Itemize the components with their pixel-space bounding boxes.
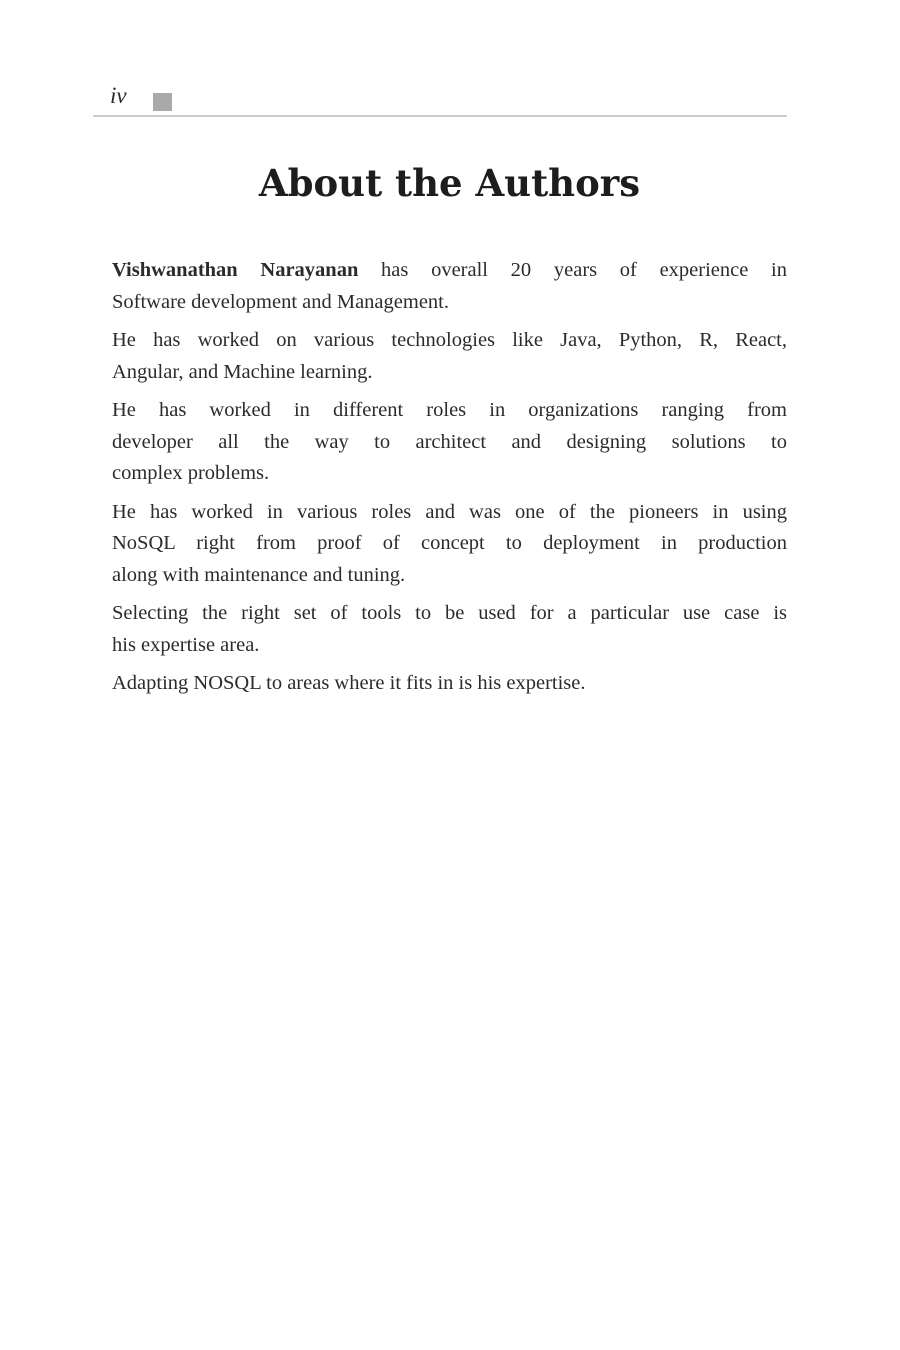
text-segment: Angular, and Machine learning.: [112, 360, 373, 383]
about-authors-text: [112, 255, 787, 707]
text-segment: has overall 20 years of experience in: [358, 259, 787, 281]
text-segment: He has worked on various technologies like Java, Python, R, React,: [112, 329, 787, 351]
paragraph: [112, 325, 787, 388]
text-segment: Software development and Management.: [112, 290, 449, 313]
text-segment: along with maintenance and tuning.: [112, 563, 406, 586]
page-number: iv: [110, 83, 127, 108]
text-segment: NoSQL right from proof of concept to deployment in production: [112, 532, 787, 554]
text-segment: Selecting the right set of tools to be used for a particular use case is: [112, 602, 787, 624]
text-line: [112, 357, 787, 389]
text-segment: Adapting NOSQL to areas where it fits in is his expertise.: [112, 672, 586, 694]
text-line: [112, 427, 787, 459]
text-line: [112, 325, 787, 357]
text-line: [112, 560, 787, 592]
text-line: [112, 458, 787, 490]
text-line: [112, 598, 787, 630]
text-segment: He has worked in different roles in organizations ranging from: [112, 399, 787, 421]
text-segment: He has worked in various roles and was one of the pioneers in using: [112, 500, 787, 523]
paragraph: [112, 598, 787, 661]
paragraph: [112, 395, 787, 490]
text-line: [112, 497, 787, 529]
text-line: [112, 668, 787, 700]
text-segment: his expertise area.: [112, 633, 260, 656]
text-line: [112, 255, 787, 287]
page-title: About the Authors: [258, 160, 641, 205]
paragraph: [112, 255, 787, 318]
text-line: [112, 630, 787, 662]
paragraph: [112, 497, 787, 592]
text-segment: developer all the way to architect and designing solutions to: [112, 430, 787, 453]
text-line: [112, 287, 787, 319]
author-name: Vishwanathan Narayanan: [112, 259, 359, 281]
text-line: [112, 528, 787, 560]
text-line: [112, 395, 787, 427]
text-segment: complex problems.: [112, 462, 270, 484]
header-divider: [93, 115, 787, 117]
square-marker-icon: [153, 93, 172, 111]
paragraph: [112, 668, 787, 700]
